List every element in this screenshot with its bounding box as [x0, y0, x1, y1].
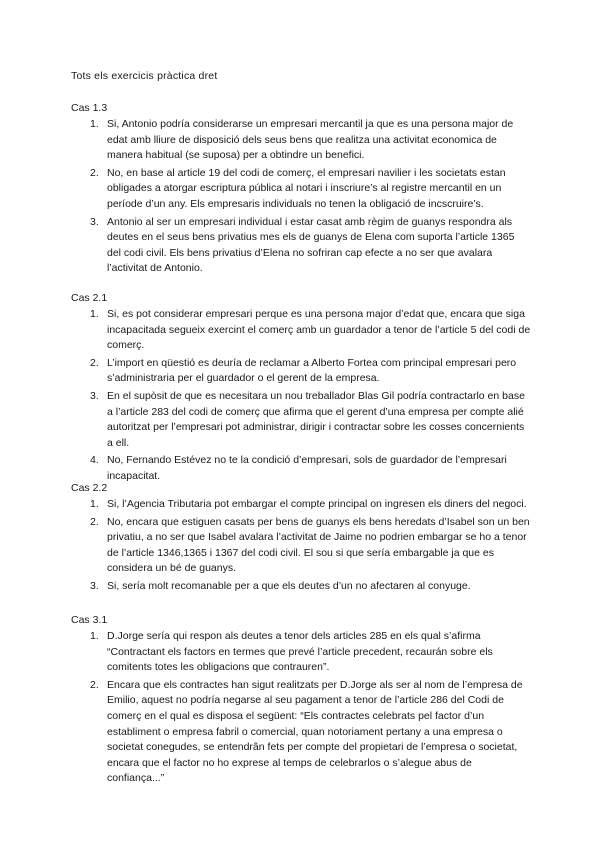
case-section: [71, 101, 531, 279]
item-text: Si, l’Agencia Tributaria pot embargar el compte principal on ingresen els diners del negoci.: [107, 498, 527, 510]
case-heading: Cas 2.2: [71, 482, 108, 494]
list-item: [71, 215, 531, 277]
list-item: [71, 629, 531, 676]
item-number: 1.: [90, 630, 99, 642]
item-text: En el supòsit de que es necesitara un nou treballador Blas Gil podría contractarlo en base a l’article 283 del codi de comerç que afirma que el gerent d’una empresa per compte alié autoritzat per l’empresari pot administrar, dirigir i contractar sobre les cosses concernients a ell.: [107, 389, 525, 449]
item-number: 1.: [90, 498, 99, 510]
item-text: D.Jorge sería qui respon als deutes a tenor dels articles 285 en els qual s’afirma “Contractant els factors en termes que prevé l’article precedent, recaurán sobre els comitents totes les obligacions que contrauren”.: [107, 630, 493, 674]
item-text: No, encara que estiguen casats per bens de guanys els bens heredats d’Isabel son un ben privatiu, a no ser que Isabel avalara l’activitat de Jaime no podrien embargar se ho a tenor de l’article 1346,1365 i 1367 del codi civil. El sou si que sería embargable ja que es considera un bé de guanys.: [107, 515, 530, 575]
item-text: No, en base al article 19 del codi de comerç, el empresari navilier i les societats estan obligades a atorgar escriptura pública al notari i inscriure’s al registre mercantil en un període d’un any. Els empresaris individuals no tenen la obligació de incscruire’s.: [107, 166, 506, 210]
item-number: 2.: [90, 166, 99, 179]
list-item: [71, 453, 531, 484]
case-section: [71, 481, 531, 597]
case-heading: Cas 2.1: [71, 292, 108, 304]
item-text: Encara que els contractes han sigut realitzats per D.Jorge als ser al nom de l’empresa de Emilio, aquest no podría negarse al seu pagament a tenor de l’article 286 del Codi de comerç en el qual es disposa el següent: “Els contractes celebrats pel factor d’un establiment o empresa fabril o comercial, quan notoriament pertany a una empresa o societat conegudes, se entendrân fets per compte del propietari de l’empresa o societat, encara que el factor no ho exprese al temps de celebrarlos o s’alegue abus de confiança...”: [107, 678, 523, 785]
item-text: Antonio al ser un empresari individual i estar casat amb règim de guanys respondra als deutes en el seus bens privatius mes els de guanys de Elena com suporta l’article 1365 del codi civil. Els bens privatius d’Elena no sofriran cap efecte a no ser que avalara l’activitat de Antonio.: [107, 215, 515, 275]
document-title: Tots els exercicis pràctica dret: [71, 70, 218, 82]
list-item: [71, 166, 531, 213]
item-text: Si, sería molt recomanable per a que els deutes d’un no afectaren al conyuge.: [107, 579, 471, 592]
list-item: [71, 307, 531, 354]
item-number: 1.: [90, 308, 99, 320]
item-number: 3.: [90, 579, 99, 592]
case-heading: Cas 1.3: [71, 102, 108, 114]
item-number: 3.: [90, 215, 99, 228]
list-item: [71, 497, 531, 513]
item-number: 4.: [90, 454, 99, 467]
list-item: [71, 356, 531, 387]
list-item: [71, 579, 531, 595]
item-number: 2.: [90, 678, 99, 691]
item-number: 1.: [90, 118, 99, 130]
case-heading: Cas 3.1: [71, 614, 108, 626]
item-text: No, Fernando Estévez no te la condició d’empresari, sols de guardador de l’empresari incapacitat.: [107, 454, 507, 482]
case-section: [71, 613, 531, 789]
list-item: [71, 389, 531, 451]
list-item: [71, 515, 531, 577]
item-number: 2.: [90, 515, 99, 528]
item-text: Si, es pot considerar empresari perque es una persona major d’edat que, encara que siga incapacitada segueix exercint el comerç amb un guardador a tenor de l’article 5 del codi de comerç.: [107, 308, 531, 352]
item-number: 2.: [90, 356, 99, 369]
list-item: [71, 117, 531, 164]
case-section: [71, 291, 531, 487]
list-item: [71, 678, 531, 787]
item-text: L’import en qüestió es deuría de reclamar a Alberto Fortea com principal empresari pero s’administraria per el guardador o el gerent de la empresa.: [107, 356, 517, 385]
item-text: Si, Antonio podría considerarse un empresari mercantil ja que es una persona major de edat amb lliure de disposició dels seus bens que realitza una activitat economica de manera habitual (se suposa) per a obtindre un benefici.: [107, 118, 514, 162]
item-number: 3.: [90, 389, 99, 402]
